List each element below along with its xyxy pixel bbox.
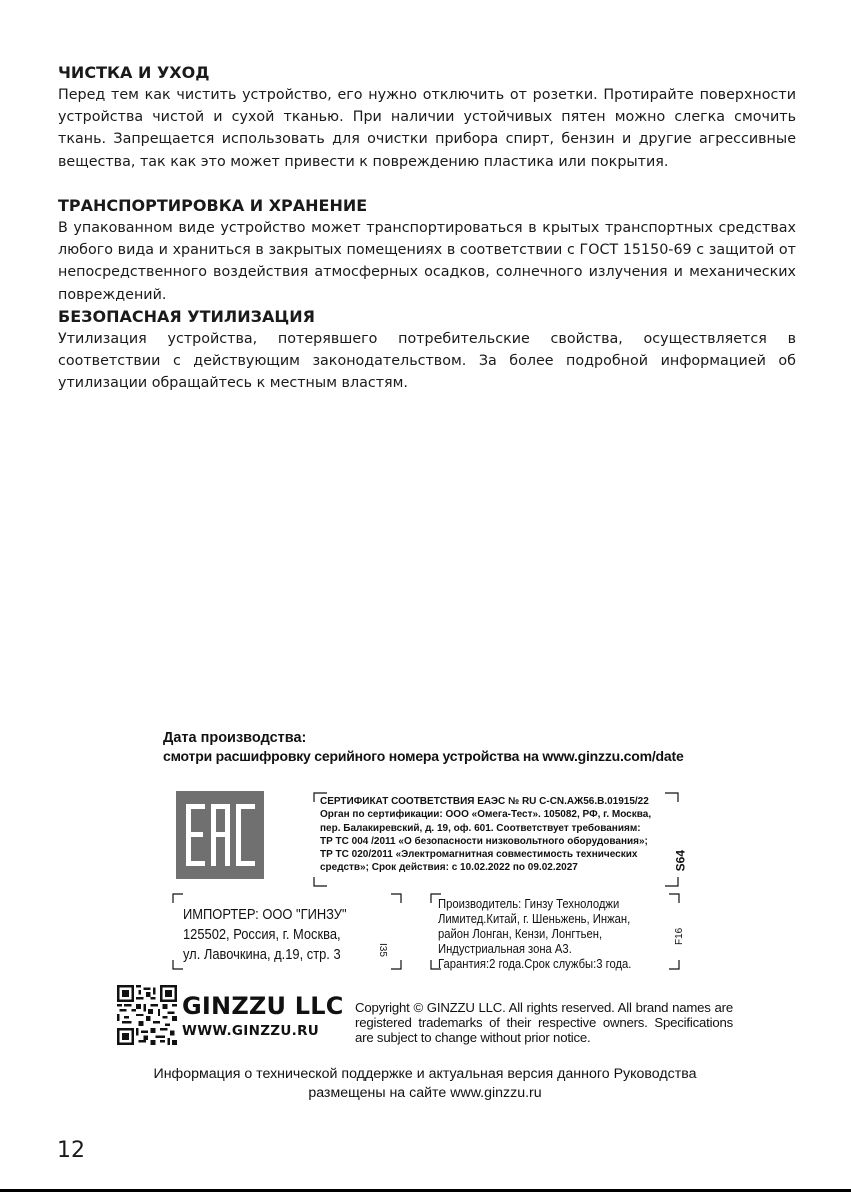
importer-code: I35 xyxy=(377,943,388,957)
manufacturer-line: Индустриальная зона А3. xyxy=(438,942,572,956)
brand-block xyxy=(182,993,344,1040)
section-disposal xyxy=(58,306,796,395)
production-date-block xyxy=(163,729,723,765)
certificate-text xyxy=(320,795,670,875)
certificate-block xyxy=(313,792,687,887)
manufacturer-line: Гарантия:2 года.Срок службы:3 года. xyxy=(438,957,632,971)
section-transport xyxy=(58,195,796,306)
text-disposal: Утилизация устройства, потерявшего потребительские свойства, осуществляется в соответствии с действующим законодательством. За более подробной информацией об утилизации обращайтесь к местным властям. xyxy=(58,331,796,392)
importer-text xyxy=(183,905,347,965)
section-cleaning xyxy=(58,62,796,173)
certificate-line: Орган по сертификации: ООО «Омега-Тест». 105082, РФ, г. Москва, xyxy=(320,809,652,821)
production-line: смотри расшифровку серийного номера устройства на www.ginzzu.com/date xyxy=(163,748,684,764)
manufacturer-code: F16 xyxy=(674,927,685,945)
brand-name: GINZZU LLC xyxy=(182,992,344,1020)
certificate-code: S64 xyxy=(673,850,687,872)
importer-block xyxy=(172,893,402,970)
importer-line: 125502, Россия, г. Москва, xyxy=(183,926,341,943)
manufacturer-line: район Лонган, Кензи, Лонгтьен, xyxy=(438,927,603,941)
heading-disposal: БЕЗОПАСНАЯ УТИЛИЗАЦИЯ xyxy=(58,307,315,326)
text-cleaning: Перед тем как чистить устройство, его нужно отключить от розетки. Протирайте поверхности устройства чистой и сухой тканью. При наличии устойчивых пятен можно слегка смочить ткань. Запрещается использовать для очистки прибора спирт, бензин и другие агрессивные вещества, так как это может привести к повреждению пластика или покрытия. xyxy=(58,87,796,170)
certificate-line: СЕРТИФИКАТ СООТВЕТСТВИЯ ЕАЭС № RU С-CN.АЖ56.В.01915/22 xyxy=(320,796,649,807)
manufacturer-block xyxy=(430,893,685,971)
support-line-2: размещены на сайте www.ginzzu.ru xyxy=(308,1085,542,1101)
certificate-line: пер. Балакиревский, д. 19, оф. 601. Соответствует требованиям: xyxy=(320,822,641,834)
page-number: 12 xyxy=(57,1138,85,1163)
heading-cleaning: ЧИСТКА И УХОД xyxy=(58,63,210,82)
certificate-line: средств»; Срок действия: с 10.02.2022 по 09.02.2027 xyxy=(320,862,578,874)
importer-line: ул. Лавочкина, д.19, стр. 3 xyxy=(183,946,341,963)
brand-site: WWW.GINZZU.RU xyxy=(182,1023,320,1039)
certificate-line: ТР ТС 004 /2011 «О безопасности низковольтного оборудования»; xyxy=(320,835,648,847)
support-info xyxy=(90,1065,760,1103)
support-line-1: Информация о технической поддержке и актуальная версия данного Руководства xyxy=(153,1066,697,1082)
production-title: Дата производства: xyxy=(163,730,307,746)
certificate-line: ТР ТС 020/2011 «Электромагнитная совместимость технических xyxy=(320,849,638,861)
copyright-text: Copyright © GINZZU LLC. All rights reserved. All brand names are registered trademarks of their respective owners. Specifications are subject to change without prior notice. xyxy=(355,1000,733,1045)
manufacturer-text xyxy=(438,897,682,972)
manufacturer-line: Лимитед.Китай, г. Шеньжень, Инжан, xyxy=(438,912,631,926)
heading-transport: ТРАНСПОРТИРОВКА И ХРАНЕНИЕ xyxy=(58,196,368,215)
manufacturer-line: Производитель: Гинзу Технолоджи xyxy=(438,897,620,911)
text-transport: В упакованном виде устройство может транспортироваться в крытых транспортных средствах любого вида и храниться в закрытых помещениях в соответствии с ГОСТ 15150-69 с защитой от непосредственного воздействия атмосферных осадков, солнечного излучения и механических повреждений. xyxy=(58,220,796,303)
eac-logo xyxy=(176,791,264,879)
qr-code xyxy=(117,985,177,1045)
importer-line: ИМПОРТЕР: ООО "ГИНЗУ" xyxy=(183,906,347,923)
